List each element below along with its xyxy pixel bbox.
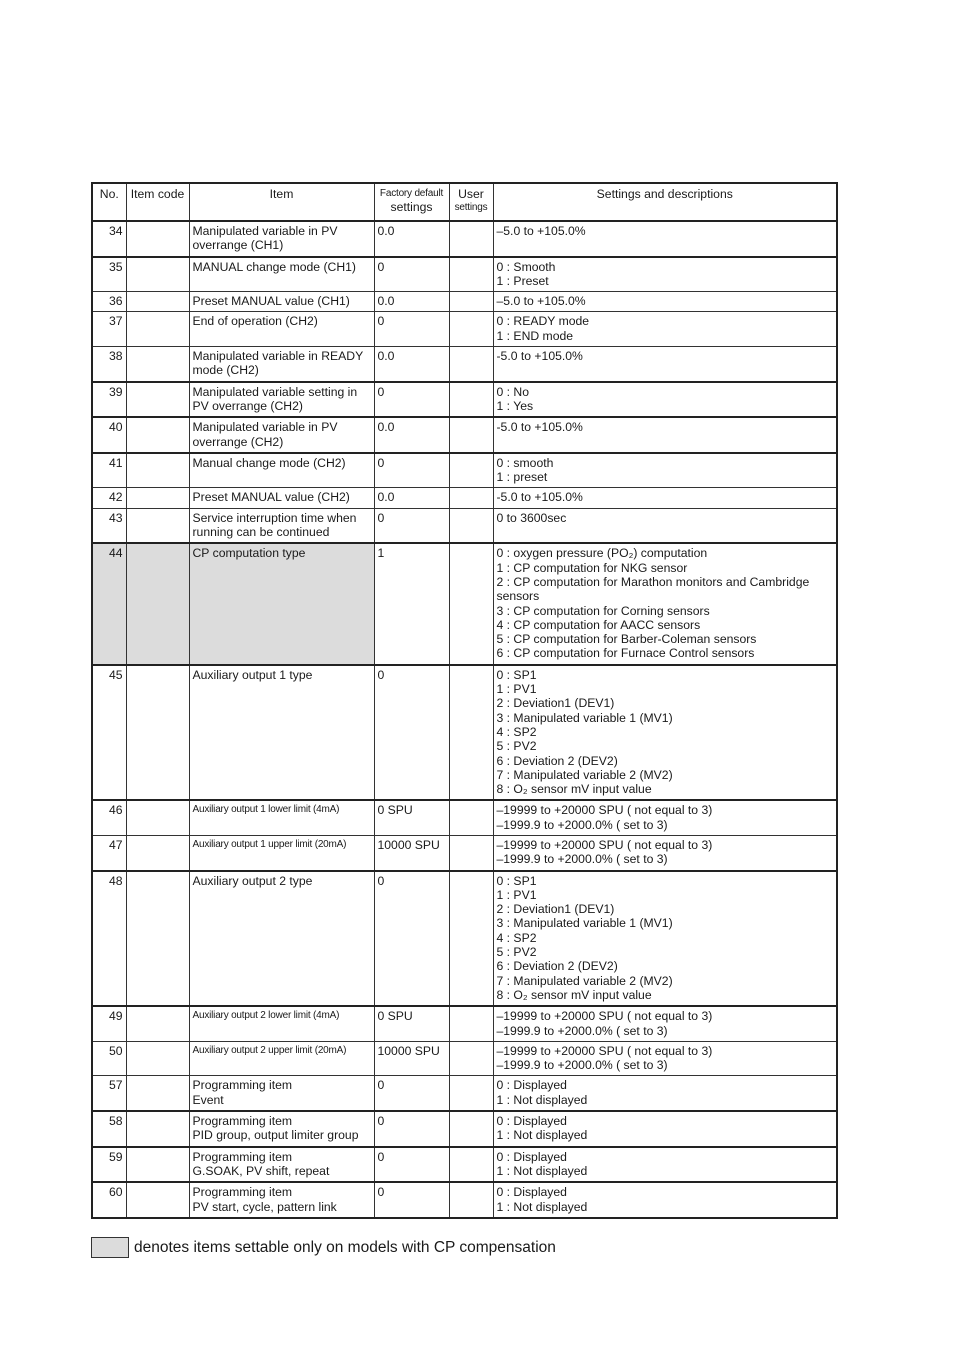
row-description: –5.0 to +105.0%: [493, 221, 837, 257]
row-factory-default: 10000 SPU: [374, 1041, 449, 1076]
row-factory-default: 0: [374, 453, 449, 488]
row-item-code: [126, 1182, 189, 1218]
row-no: 40: [92, 417, 126, 453]
row-item-code: [126, 453, 189, 488]
table-row: [92, 1006, 837, 1041]
row-description: –19999 to +20000 SPU ( not equal to 3) –1999.9 to +2000.0% ( set to 3): [493, 800, 837, 835]
row-no: 50: [92, 1041, 126, 1076]
table-row: [92, 257, 837, 292]
row-no: 34: [92, 221, 126, 257]
row-factory-default: 0: [374, 382, 449, 418]
header-factory-line2: settings: [390, 200, 433, 214]
row-factory-default: 0.0: [374, 292, 449, 312]
table-body: [92, 221, 837, 1218]
row-item: Programming item PID group, output limiter group: [189, 1111, 374, 1147]
table-row: [92, 1111, 837, 1147]
row-description: –19999 to +20000 SPU ( not equal to 3) –1999.9 to +2000.0% ( set to 3): [493, 1006, 837, 1041]
row-item-code: [126, 1041, 189, 1076]
row-factory-default: 0: [374, 1147, 449, 1183]
table-row: [92, 292, 837, 312]
table-row: [92, 347, 837, 382]
row-no: 49: [92, 1006, 126, 1041]
row-description: -5.0 to +105.0%: [493, 347, 837, 382]
row-item-code: [126, 312, 189, 347]
legend-text: denotes items settable only on models with CP compensation: [134, 1238, 556, 1256]
row-item-code: [126, 508, 189, 543]
row-item-code: [126, 417, 189, 453]
row-no: 58: [92, 1111, 126, 1147]
row-item: End of operation (CH2): [189, 312, 374, 347]
table-row: [92, 382, 837, 418]
header-no: No.: [92, 183, 126, 221]
header-factory-line1: Factory default: [379, 188, 444, 199]
row-user-settings: [449, 382, 493, 418]
row-item-code: [126, 347, 189, 382]
row-user-settings: [449, 257, 493, 292]
row-item-code: [126, 871, 189, 1007]
row-user-settings: [449, 1147, 493, 1183]
row-item-code: [126, 543, 189, 664]
row-factory-default: 0 SPU: [374, 800, 449, 835]
table-row: [92, 665, 837, 801]
row-factory-default: 0: [374, 1182, 449, 1218]
row-description: 0 : READY mode 1 : END mode: [493, 312, 837, 347]
row-no: 43: [92, 508, 126, 543]
row-no: 48: [92, 871, 126, 1007]
row-item: Service interruption time when running can be continued: [189, 508, 374, 543]
row-factory-default: 0: [374, 312, 449, 347]
row-item-code: [126, 800, 189, 835]
header-factory-default: [374, 183, 449, 221]
row-user-settings: [449, 488, 493, 508]
row-item: Programming item Event: [189, 1076, 374, 1111]
row-description: –19999 to +20000 SPU ( not equal to 3) –1999.9 to +2000.0% ( set to 3): [493, 835, 837, 870]
table-row: [92, 543, 837, 664]
row-item-code: [126, 221, 189, 257]
header-item-code: Item code: [126, 183, 189, 221]
row-factory-default: 0 SPU: [374, 1006, 449, 1041]
table-row: [92, 312, 837, 347]
row-item: Programming item G.SOAK, PV shift, repeat: [189, 1147, 374, 1183]
row-no: 59: [92, 1147, 126, 1183]
table-row: [92, 1076, 837, 1111]
row-description: 0 : Smooth 1 : Preset: [493, 257, 837, 292]
row-factory-default: 0: [374, 1076, 449, 1111]
row-description: –19999 to +20000 SPU ( not equal to 3) –1999.9 to +2000.0% ( set to 3): [493, 1041, 837, 1076]
row-user-settings: [449, 835, 493, 870]
header-settings-descriptions: Settings and descriptions: [493, 183, 837, 221]
row-no: 60: [92, 1182, 126, 1218]
row-description: 0 : smooth 1 : preset: [493, 453, 837, 488]
row-user-settings: [449, 665, 493, 801]
table-row: [92, 508, 837, 543]
table-row: [92, 1182, 837, 1218]
row-no: 38: [92, 347, 126, 382]
row-factory-default: 0: [374, 1111, 449, 1147]
table-row: [92, 417, 837, 453]
row-description: –5.0 to +105.0%: [493, 292, 837, 312]
table-row: [92, 453, 837, 488]
row-user-settings: [449, 543, 493, 664]
row-item-code: [126, 1006, 189, 1041]
row-item: Preset MANUAL value (CH2): [189, 488, 374, 508]
legend-swatch: [91, 1237, 129, 1258]
row-no: 46: [92, 800, 126, 835]
row-item-code: [126, 665, 189, 801]
row-item: Auxiliary output 2 upper limit (20mA): [189, 1041, 374, 1076]
row-item-code: [126, 488, 189, 508]
row-item-code: [126, 835, 189, 870]
row-user-settings: [449, 1006, 493, 1041]
row-description: 0 : Displayed 1 : Not displayed: [493, 1147, 837, 1183]
row-no: 57: [92, 1076, 126, 1111]
row-item: Auxiliary output 2 lower limit (4mA): [189, 1006, 374, 1041]
table-row: [92, 221, 837, 257]
row-user-settings: [449, 221, 493, 257]
row-factory-default: 0: [374, 508, 449, 543]
row-user-settings: [449, 453, 493, 488]
row-item: Auxiliary output 1 type: [189, 665, 374, 801]
row-description: 0 : SP1 1 : PV1 2 : Deviation1 (DEV1) 3 : Manipulated variable 1 (MV1) 4 : SP2 5 : PV2 6 : Deviation 2 (DEV2) 7 : Manipulated variable 2 (MV2) 8 : O₂ sensor mV input value: [493, 871, 837, 1007]
row-item: Manipulated variable setting in PV overrange (CH2): [189, 382, 374, 418]
row-item-code: [126, 1076, 189, 1111]
table-row: [92, 1147, 837, 1183]
row-factory-default: 0: [374, 871, 449, 1007]
row-item: MANUAL change mode (CH1): [189, 257, 374, 292]
row-description: 0 : Displayed 1 : Not displayed: [493, 1076, 837, 1111]
row-description: 0 : oxygen pressure (PO₂) computation 1 : CP computation for NKG sensor 2 : CP computation for Marathon monitors and Cambridge sensors 3 : CP computation for Corning sensors 4 : CP computation for AACC sensors 5 : CP computation for Barber-Coleman sensors 6 : CP computation for Furnace Control sensors: [493, 543, 837, 664]
row-item-code: [126, 1147, 189, 1183]
table-row: [92, 800, 837, 835]
table-row: [92, 488, 837, 508]
row-user-settings: [449, 347, 493, 382]
row-factory-default: 10000 SPU: [374, 835, 449, 870]
row-description: -5.0 to +105.0%: [493, 417, 837, 453]
row-item: Manipulated variable in PV overrange (CH2): [189, 417, 374, 453]
row-item-code: [126, 382, 189, 418]
row-user-settings: [449, 312, 493, 347]
row-factory-default: 0.0: [374, 417, 449, 453]
row-factory-default: 0.0: [374, 347, 449, 382]
header-user-settings: [449, 183, 493, 221]
row-item: Auxiliary output 2 type: [189, 871, 374, 1007]
row-item: CP computation type: [189, 543, 374, 664]
row-factory-default: 0: [374, 257, 449, 292]
row-no: 44: [92, 543, 126, 664]
row-item: Auxiliary output 1 upper limit (20mA): [189, 835, 374, 870]
row-item: Manual change mode (CH2): [189, 453, 374, 488]
row-item: Manipulated variable in PV overrange (CH1): [189, 221, 374, 257]
header-user-line1: User: [458, 187, 484, 201]
row-item-code: [126, 257, 189, 292]
row-description: 0 : SP1 1 : PV1 2 : Deviation1 (DEV1) 3 : Manipulated variable 1 (MV1) 4 : SP2 5 : PV2 6 : Deviation 2 (DEV2) 7 : Manipulated variable 2 (MV2) 8 : O₂ sensor mV input value: [493, 665, 837, 801]
row-no: 36: [92, 292, 126, 312]
row-factory-default: 1: [374, 543, 449, 664]
table-row: [92, 871, 837, 1007]
row-no: 35: [92, 257, 126, 292]
row-no: 39: [92, 382, 126, 418]
table-row: [92, 1041, 837, 1076]
row-item: Programming item PV start, cycle, pattern link: [189, 1182, 374, 1218]
header-user-line2: settings: [454, 202, 488, 213]
row-user-settings: [449, 508, 493, 543]
row-user-settings: [449, 1076, 493, 1111]
row-description: 0 : Displayed 1 : Not displayed: [493, 1182, 837, 1218]
header-item: Item: [189, 183, 374, 221]
row-user-settings: [449, 1111, 493, 1147]
row-user-settings: [449, 292, 493, 312]
row-user-settings: [449, 800, 493, 835]
row-no: 37: [92, 312, 126, 347]
row-no: 41: [92, 453, 126, 488]
row-no: 47: [92, 835, 126, 870]
row-item-code: [126, 292, 189, 312]
row-factory-default: 0.0: [374, 488, 449, 508]
legend: [91, 1237, 556, 1258]
row-factory-default: 0.0: [374, 221, 449, 257]
row-user-settings: [449, 871, 493, 1007]
settings-table: [91, 182, 838, 1219]
row-description: -5.0 to +105.0%: [493, 488, 837, 508]
row-item: Preset MANUAL value (CH1): [189, 292, 374, 312]
row-no: 42: [92, 488, 126, 508]
row-user-settings: [449, 1041, 493, 1076]
row-user-settings: [449, 417, 493, 453]
row-description: 0 to 3600sec: [493, 508, 837, 543]
row-item: Auxiliary output 1 lower limit (4mA): [189, 800, 374, 835]
row-factory-default: 0: [374, 665, 449, 801]
table-row: [92, 835, 837, 870]
row-item: Manipulated variable in READY mode (CH2): [189, 347, 374, 382]
row-description: 0 : Displayed 1 : Not displayed: [493, 1111, 837, 1147]
row-description: 0 : No 1 : Yes: [493, 382, 837, 418]
row-no: 45: [92, 665, 126, 801]
header-row: [92, 183, 837, 221]
row-user-settings: [449, 1182, 493, 1218]
row-item-code: [126, 1111, 189, 1147]
